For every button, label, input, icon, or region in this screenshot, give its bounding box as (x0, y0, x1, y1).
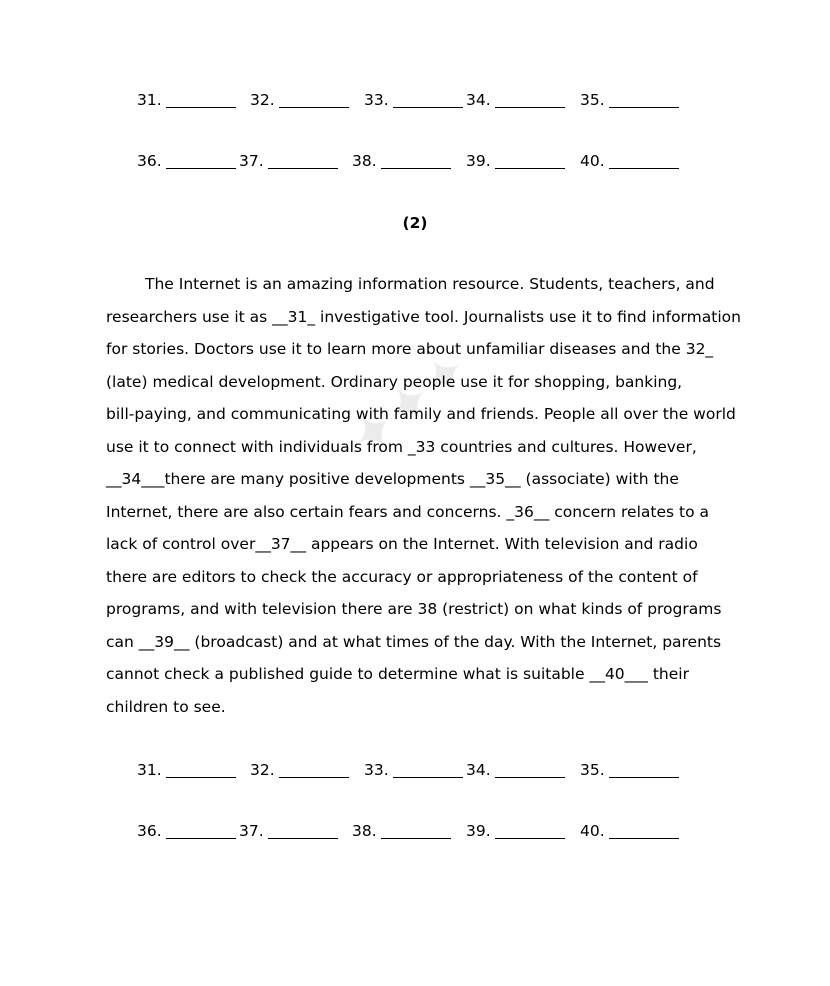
passage (106, 271, 741, 726)
answer-blank[interactable] (381, 167, 451, 169)
passage-line: children to see. (106, 697, 226, 716)
passage-line: researchers use it as __31_ investigative tool. Journalists use it to find information (106, 307, 741, 326)
answer-blank[interactable] (495, 106, 565, 108)
answer-item (137, 819, 236, 843)
answer-blank[interactable] (166, 167, 236, 169)
answer-number: 37. (239, 822, 264, 840)
answer-item (580, 819, 679, 843)
answer-blank[interactable] (381, 837, 451, 839)
answer-item (466, 88, 565, 112)
watermark: ✦✦✦ (336, 337, 483, 472)
answer-blank[interactable] (393, 106, 463, 108)
passage-line: The Internet is an amazing information resource. Students, teachers, and (145, 275, 715, 293)
passage-line: programs, and with television there are 38 (restrict) on what kinds of programs (106, 600, 722, 618)
answer-blank[interactable] (268, 167, 338, 169)
answer-item (250, 88, 349, 112)
answer-blank[interactable] (279, 106, 349, 108)
answer-number: 33. (364, 761, 389, 779)
passage-line: there are editors to check the accuracy or appropriateness of the content of (106, 567, 698, 586)
answer-item (137, 758, 236, 782)
answer-blank[interactable] (609, 167, 679, 169)
answer-number: 34. (466, 91, 491, 109)
answer-item (352, 149, 451, 173)
answer-blank[interactable] (495, 167, 565, 169)
answer-item (239, 819, 338, 843)
answer-blank[interactable] (166, 776, 236, 778)
answer-blank[interactable] (268, 837, 338, 839)
passage-line: cannot check a published guide to determine what is suitable __40___ their (106, 665, 689, 683)
answer-item (137, 149, 236, 173)
answer-item (580, 758, 679, 782)
answer-blank[interactable] (393, 776, 463, 778)
passage-line: lack of control over__37__ appears on the Internet. With television and radio (106, 535, 698, 553)
passage-line: bill-paying, and communicating with family and friends. People all over the world (106, 405, 736, 423)
section-title: (2) (402, 214, 428, 232)
answer-number: 32. (250, 761, 275, 779)
answer-item (250, 758, 349, 782)
answer-number: 35. (580, 761, 605, 779)
answer-number: 36. (137, 152, 162, 170)
answer-blank[interactable] (166, 106, 236, 108)
answer-number: 33. (364, 91, 389, 109)
answer-blank[interactable] (495, 837, 565, 839)
answer-blank[interactable] (166, 837, 236, 839)
passage-line: can __39__ (broadcast) and at what times of the day. With the Internet, parents (106, 632, 722, 651)
answer-blank[interactable] (609, 776, 679, 778)
answer-item (364, 88, 463, 112)
answer-blank[interactable] (609, 106, 679, 108)
answer-number: 38. (352, 152, 377, 170)
answer-number: 34. (466, 761, 491, 779)
answer-number: 31. (137, 761, 162, 779)
answer-number: 31. (137, 91, 162, 109)
answer-blank[interactable] (279, 776, 349, 778)
answer-blank[interactable] (609, 837, 679, 839)
passage-line: Internet, there are also certain fears and concerns. _36__ concern relates to a (106, 502, 709, 521)
answer-item (466, 149, 565, 173)
answer-item (239, 149, 338, 173)
answer-number: 36. (137, 822, 162, 840)
answer-number: 35. (580, 91, 605, 109)
answer-number: 39. (466, 822, 491, 840)
passage-line: use it to connect with individuals from _33 countries and cultures. However, (106, 437, 697, 456)
passage-line: (late) medical development. Ordinary people use it for shopping, banking, (106, 372, 683, 391)
passage-line: __34___there are many positive developments __35__ (associate) with the (106, 470, 679, 488)
answer-number: 39. (466, 152, 491, 170)
answer-number: 32. (250, 91, 275, 109)
answer-item (580, 149, 679, 173)
answer-number: 37. (239, 152, 264, 170)
answer-item (352, 819, 451, 843)
answer-item (580, 88, 679, 112)
answer-item (466, 758, 565, 782)
answer-number: 38. (352, 822, 377, 840)
answer-number: 40. (580, 152, 605, 170)
answer-item (466, 819, 565, 843)
answer-number: 40. (580, 822, 605, 840)
passage-line: for stories. Doctors use it to learn more about unfamiliar diseases and the 32_ (106, 340, 714, 358)
answer-blank[interactable] (495, 776, 565, 778)
answer-item (137, 88, 236, 112)
answer-item (364, 758, 463, 782)
